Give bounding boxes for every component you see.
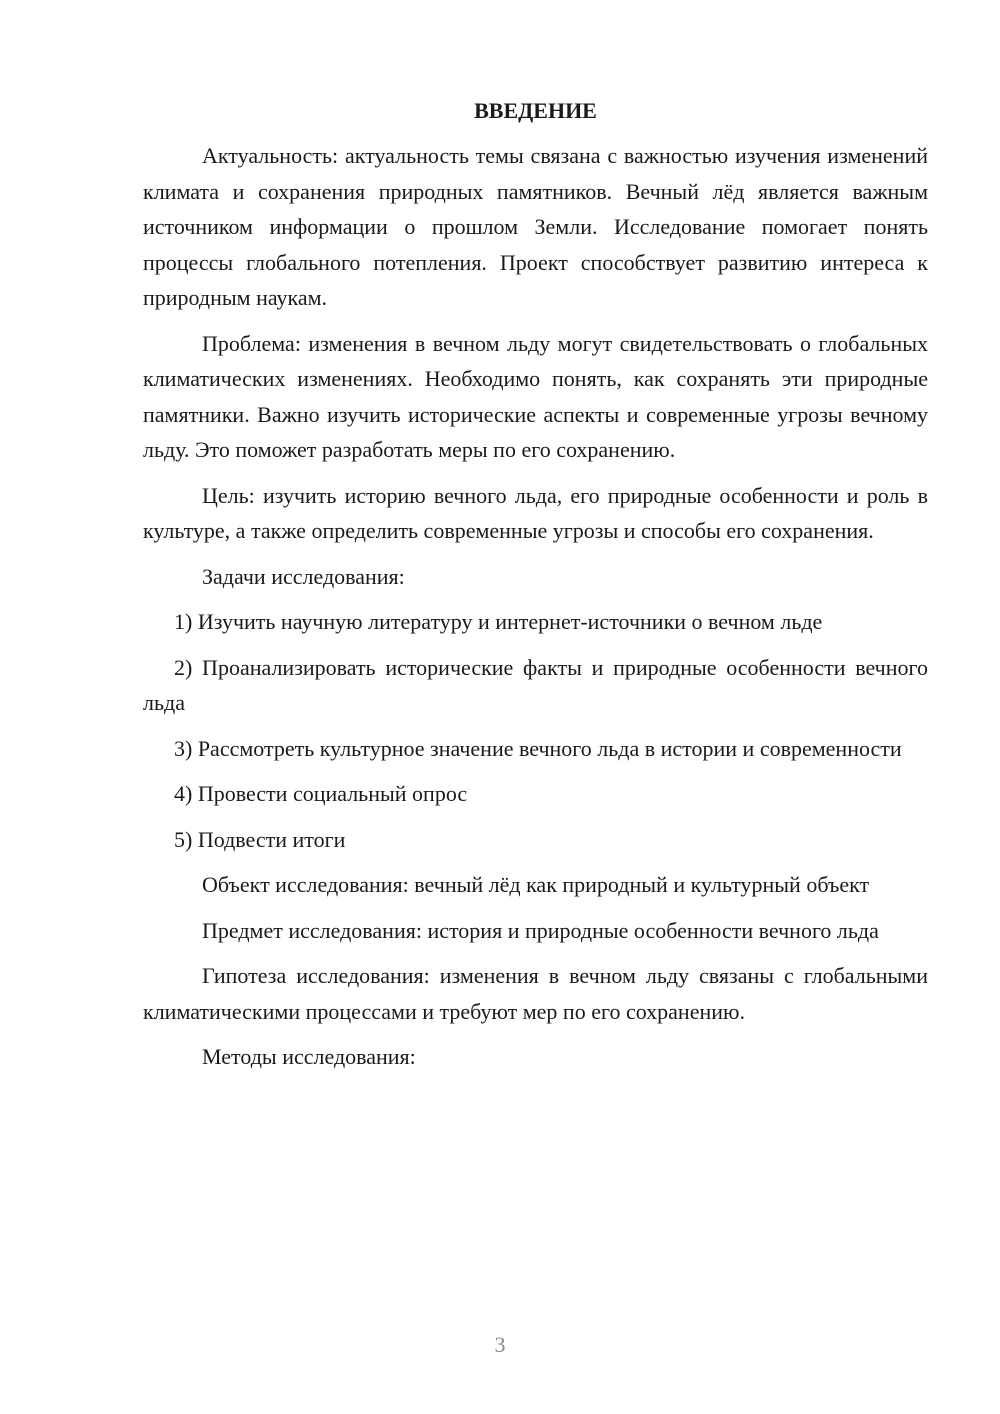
paragraph-problem: Проблема: изменения в вечном льду могут свидетельствовать о глобальных климатических изменениях. Необходимо понять, как сохранять эти природные памятники. Важно изучить исторические аспекты и современные угрозы вечному льду. Это поможет разработать меры по его сохранению. — [143, 330, 928, 462]
methods-heading: Методы исследования: — [202, 1044, 416, 1069]
paragraph-object: Объект исследования: вечный лёд как природный и культурный объект — [202, 872, 870, 897]
paragraph-hypothesis: Гипотеза исследования: изменения в вечном льду связаны с глобальными климатическими процессами и требуют мер по его сохранению. — [143, 963, 928, 1024]
paragraph-subject: Предмет исследования: история и природные особенности вечного льда — [202, 917, 879, 943]
task-item-3: 3) Рассмотреть культурное значение вечного льда в истории и современности — [174, 735, 902, 761]
paragraph-relevance: Актуальность: актуальность темы связана с важностью изучения изменений климата и сохранения природных памятников. Вечный лёд является важным источником информации о прошлом Земли. Исследование помогает понять процессы глобального потепления. Проект способствует развитию интереса к природным наукам. — [143, 143, 928, 310]
tasks-heading: Задачи исследования: — [202, 563, 405, 589]
task-item-2: 2) Проанализировать исторические факты и природные особенности вечного льда — [143, 654, 928, 715]
task-item-5: 5) Подвести итоги — [174, 826, 346, 852]
task-item-1: 1) Изучить научную литературу и интернет-источники о вечном льде — [174, 609, 823, 634]
page-number: 3 — [494, 1332, 506, 1357]
section-heading: ВВЕДЕНИЕ — [474, 98, 597, 123]
page-body — [143, 96, 928, 1085]
task-item-4: 4) Провести социальный опрос — [174, 781, 468, 806]
paragraph-goal: Цель: изучить историю вечного льда, его природные особенности и роль в культуре, а также определить современные угрозы и способы его сохранения. — [143, 482, 928, 543]
